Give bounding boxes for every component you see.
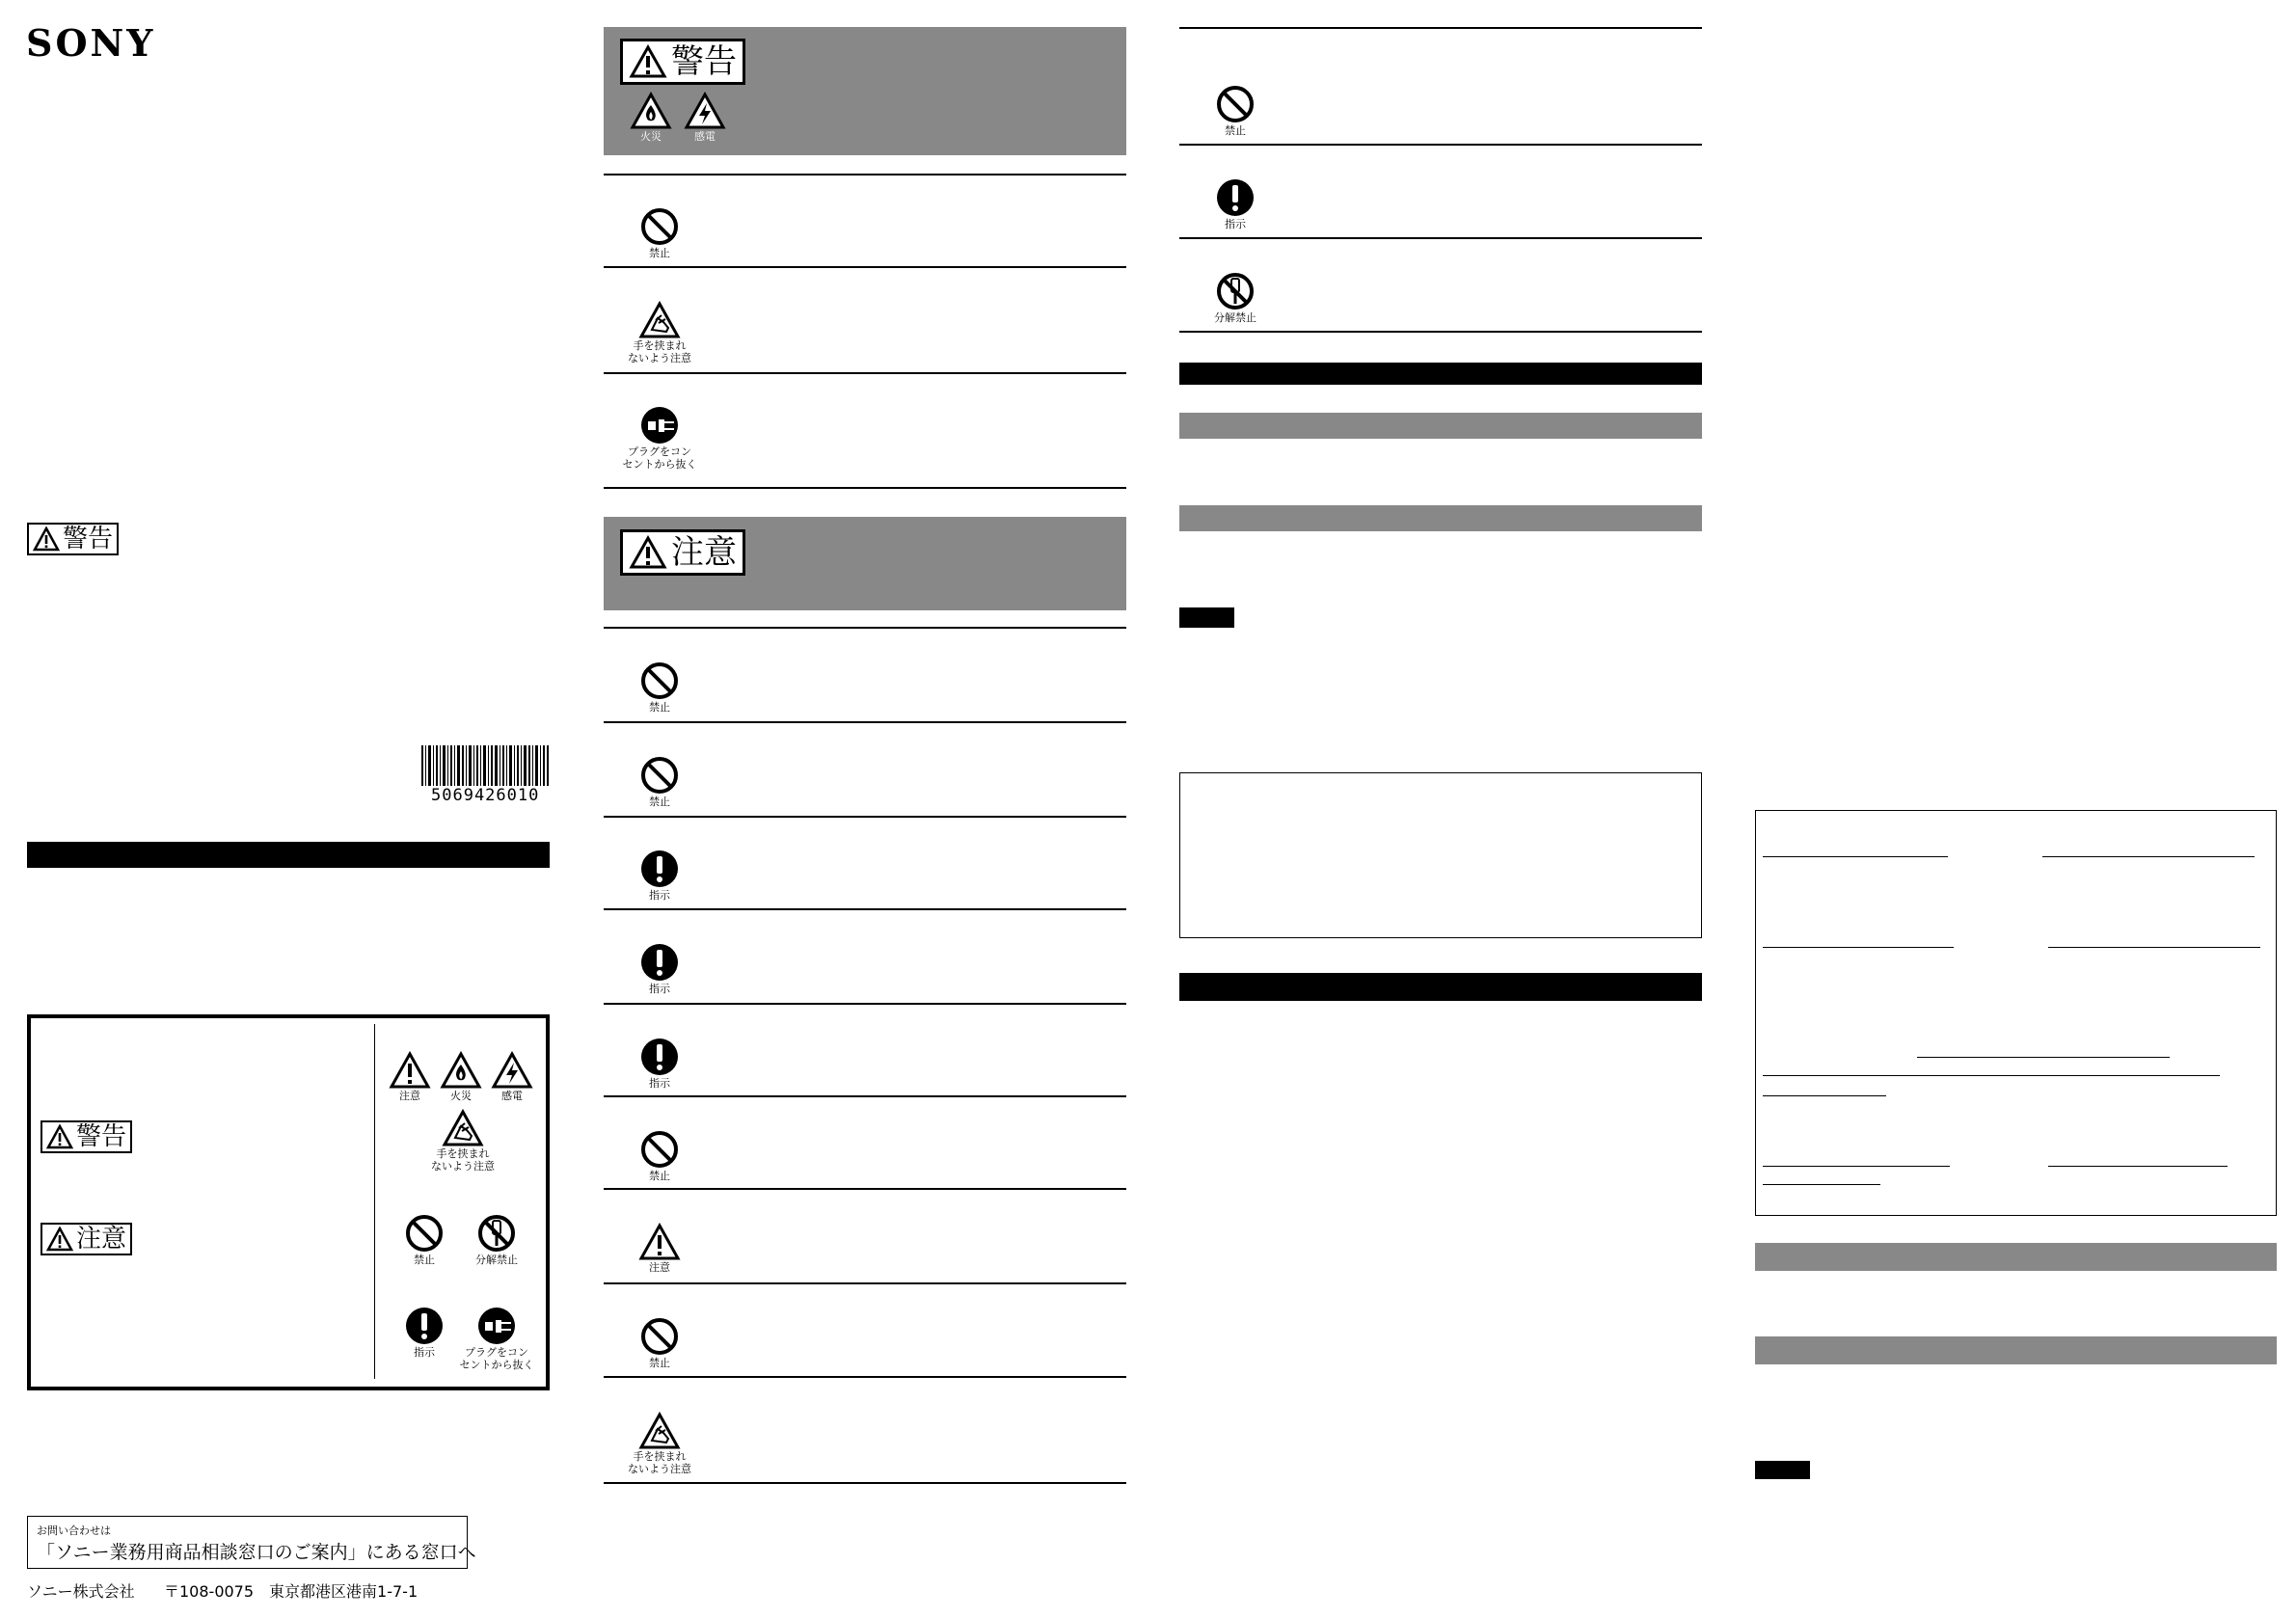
form-line (1763, 856, 1948, 857)
unplug-icon (476, 1306, 517, 1346)
legend-caution-badge (41, 1223, 132, 1255)
caution-item-pinch-line2: ないよう注意 (628, 1463, 691, 1475)
warning-item-unplug-line1: プラグをコン (628, 445, 691, 458)
barcode-icon (421, 745, 549, 786)
divider (604, 908, 1126, 910)
caution-triangle-icon (638, 1223, 681, 1261)
caution-item-prohibited (635, 1316, 684, 1369)
legend-fire-text: 火災 (450, 1090, 472, 1102)
warning-panel-shock (681, 92, 729, 143)
caution-item-instruction (635, 849, 684, 902)
inquiry-text: 「ソニー業務用商品相談窓口のご案内」にある窓口へ (37, 1542, 476, 1563)
warning-badge (27, 523, 119, 555)
warning-item-pinch (621, 301, 698, 364)
caution-item-instruction-text: 指示 (649, 983, 670, 995)
legend-unplug-line1: プラグをコン (465, 1346, 528, 1359)
col3-item-disassembly-text: 分解禁止 (1214, 311, 1256, 324)
caution-triangle-icon (629, 44, 667, 79)
no-disassembly-icon (476, 1213, 517, 1254)
caution-item-prohibited-text: 禁止 (649, 1357, 670, 1369)
divider (1179, 144, 1702, 146)
caution-item-prohibited (635, 1129, 684, 1182)
divider (604, 1188, 1126, 1190)
col3-item-instruction-text: 指示 (1225, 218, 1246, 230)
registration-card (1755, 810, 2277, 1216)
note-label-bar (1179, 607, 1234, 628)
legend-disassembly (468, 1213, 526, 1266)
prohibited-icon (639, 1316, 680, 1357)
no-disassembly-icon (1215, 271, 1256, 311)
legend-pinch-line2: ないよう注意 (431, 1160, 495, 1173)
legend-shock (488, 1051, 536, 1102)
col3-item-disassembly (1203, 271, 1267, 324)
caution-panel-badge (620, 529, 745, 576)
divider (604, 1282, 1126, 1284)
warning-item-unplug-line2: セントから抜く (622, 458, 697, 471)
col3-item-instruction (1211, 177, 1259, 230)
hand-pinch-icon (638, 301, 681, 339)
caution-triangle-icon (46, 1124, 73, 1149)
form-line (1763, 947, 1954, 948)
prohibited-icon (404, 1213, 445, 1254)
instruction-icon (1215, 177, 1256, 218)
prohibited-icon (639, 1129, 680, 1170)
divider (604, 266, 1126, 268)
divider (604, 1095, 1126, 1097)
legend-pinch-line1: 手を挟まれ (436, 1147, 490, 1160)
fire-icon (630, 92, 672, 130)
form-line (2048, 1166, 2228, 1167)
info-frame (1179, 772, 1702, 938)
col3-item-prohibited (1211, 84, 1259, 137)
warning-panel-badge (620, 39, 745, 85)
instruction-icon (639, 1037, 680, 1077)
hand-pinch-icon (442, 1109, 484, 1147)
legend-shock-text: 感電 (501, 1090, 523, 1102)
note-label-bar (1755, 1461, 1810, 1479)
prohibited-icon (639, 206, 680, 247)
caution-panel-title: 注意 (671, 533, 737, 572)
section-header-bar (1179, 973, 1702, 1001)
form-line (1763, 1184, 1880, 1185)
legend-unplug-line2: セントから抜く (459, 1359, 534, 1371)
legend-instruction-text: 指示 (414, 1346, 435, 1359)
subsection-bar (1179, 505, 1702, 531)
warning-panel-fire-text: 火災 (640, 130, 662, 143)
caution-triangle-icon (33, 526, 60, 552)
form-line (2048, 947, 2260, 948)
caution-triangle-icon (389, 1051, 431, 1090)
legend-instruction (400, 1306, 448, 1359)
instruction-icon (404, 1306, 445, 1346)
legend-caution-text: 注意 (399, 1090, 420, 1102)
section-header-bar (1179, 363, 1702, 385)
divider (604, 174, 1126, 175)
unplug-icon (639, 405, 680, 445)
caution-triangle-icon (46, 1227, 73, 1252)
divider (604, 372, 1126, 374)
barcode-number: 5069426010 (431, 786, 540, 805)
caution-item-instruction-text: 指示 (649, 1077, 670, 1090)
prohibited-icon (1215, 84, 1256, 124)
caution-item-pinch-line1: 手を挟まれ (633, 1450, 687, 1463)
form-line (1917, 1057, 2170, 1058)
form-line (1763, 1166, 1950, 1167)
subsection-bar (1755, 1336, 2277, 1364)
legend-divider (374, 1024, 375, 1379)
section-header-bar (27, 842, 550, 868)
col3-item-prohibited-text: 禁止 (1225, 124, 1246, 137)
legend-prohibited (400, 1213, 448, 1266)
legend-pinch (424, 1109, 501, 1173)
subsection-bar (1755, 1243, 2277, 1271)
divider (604, 1003, 1126, 1005)
divider (1179, 331, 1702, 333)
warning-item-pinch-line2: ないよう注意 (628, 352, 691, 364)
legend-warning-badge (41, 1120, 132, 1153)
divider (604, 816, 1126, 818)
warning-item-prohibited-text: 禁止 (649, 247, 670, 259)
warning-panel-fire (627, 92, 675, 143)
caution-item-prohibited-text: 禁止 (649, 1170, 670, 1182)
company-name: ソニー株式会社 (27, 1582, 135, 1601)
caution-item-prohibited-text: 禁止 (649, 701, 670, 714)
divider (604, 487, 1126, 489)
inquiry-label: お問い合わせは (37, 1524, 111, 1537)
caution-item-instruction (635, 942, 684, 995)
instruction-icon (639, 849, 680, 889)
form-line (1763, 1095, 1886, 1096)
warning-panel-shock-text: 感電 (694, 130, 716, 143)
caution-item-prohibited (635, 755, 684, 808)
divider (604, 627, 1126, 629)
divider (1179, 237, 1702, 239)
prohibited-icon (639, 755, 680, 796)
fire-icon (440, 1051, 482, 1090)
hand-pinch-icon (638, 1412, 681, 1450)
legend-caution-label: 注意 (76, 1225, 127, 1254)
legend-prohibited-text: 禁止 (414, 1254, 435, 1266)
caution-item-pinch (621, 1412, 698, 1475)
caution-item-instruction (635, 1037, 684, 1090)
caution-triangle-icon (629, 535, 667, 570)
warning-item-pinch-line1: 手を挟まれ (633, 339, 687, 352)
legend-warning-label: 警告 (76, 1122, 127, 1151)
company-address: 〒108-0075 東京都港区港南1-7-1 (164, 1582, 419, 1601)
legend-unplug (458, 1306, 535, 1371)
warning-item-unplug (621, 405, 698, 471)
warning-panel-title: 警告 (671, 42, 737, 81)
sony-logo: SONY (26, 21, 156, 65)
caution-item-instruction-text: 指示 (649, 889, 670, 902)
divider (604, 1482, 1126, 1484)
divider (604, 721, 1126, 723)
prohibited-icon (639, 661, 680, 701)
instruction-icon (639, 942, 680, 983)
divider (1179, 27, 1702, 29)
form-line (1763, 1075, 2220, 1076)
electric-shock-icon (491, 1051, 533, 1090)
electric-shock-icon (684, 92, 726, 130)
legend-caution (386, 1051, 434, 1102)
warning-badge-label: 警告 (63, 525, 114, 553)
caution-item-prohibited-text: 禁止 (649, 796, 670, 808)
caution-item-caution-text: 注意 (649, 1261, 670, 1274)
legend-fire (437, 1051, 485, 1102)
divider (604, 1376, 1126, 1378)
subsection-bar (1179, 413, 1702, 439)
caution-item-prohibited (635, 661, 684, 714)
legend-disassembly-text: 分解禁止 (475, 1254, 518, 1266)
warning-item-prohibited (635, 206, 684, 259)
caution-item-caution (635, 1223, 684, 1274)
form-line (2042, 856, 2255, 857)
